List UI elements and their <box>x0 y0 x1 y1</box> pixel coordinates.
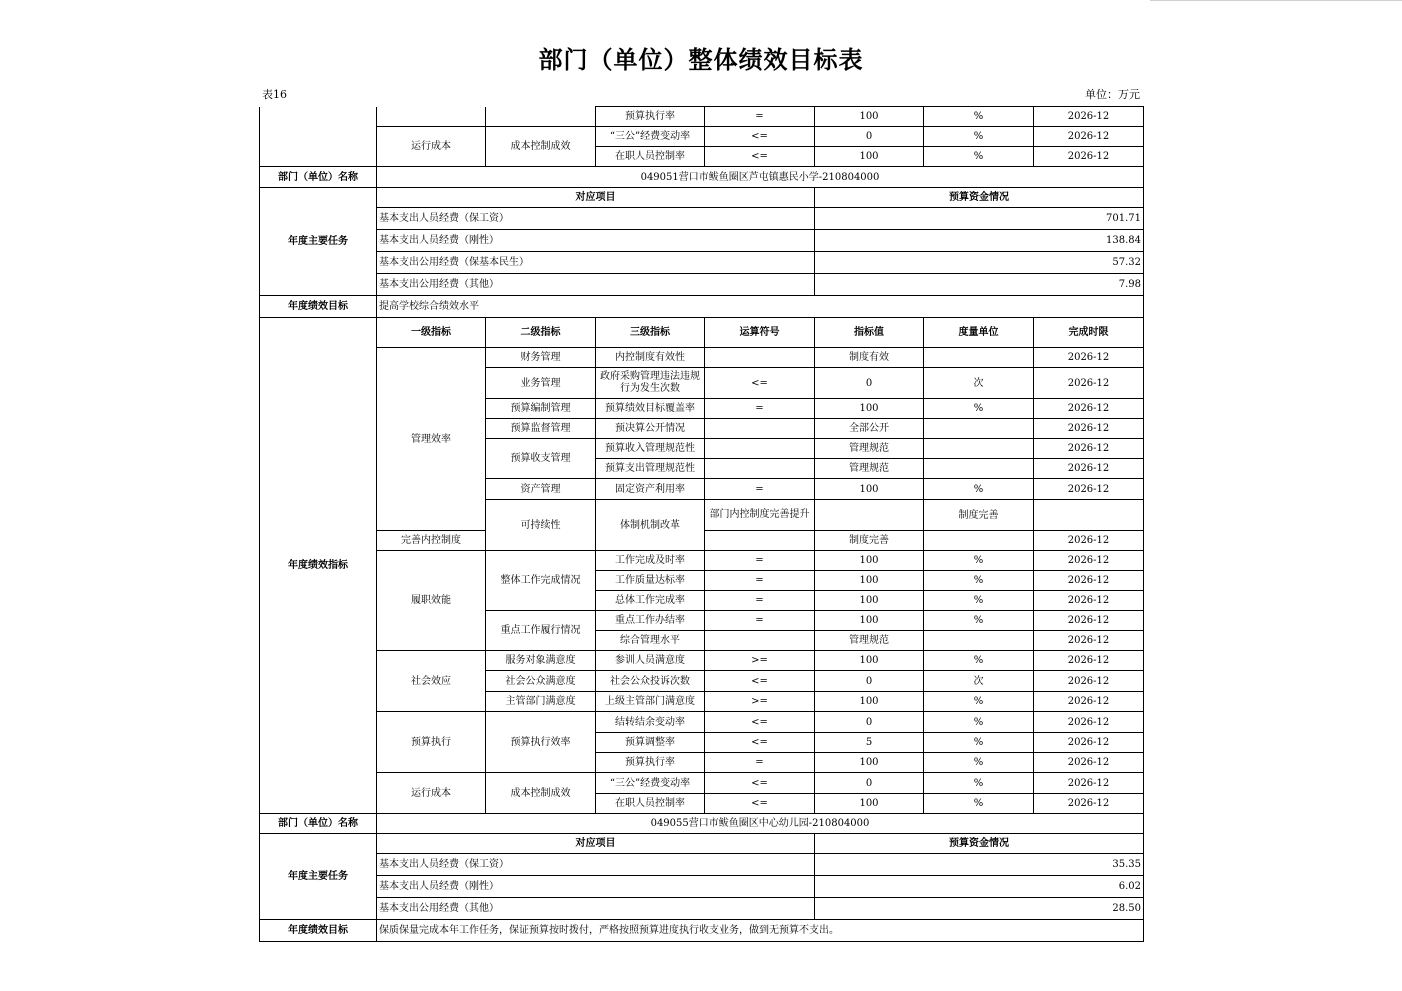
l2-cell: 预算执行效率 <box>486 712 596 773</box>
continued-cell <box>377 107 486 127</box>
unit-cell <box>924 531 1034 551</box>
table-row <box>260 230 1144 252</box>
value-cell: 0 <box>815 773 924 794</box>
amount-cell: 138.84 <box>815 230 1144 252</box>
project-cell: 基本支出人员经费（保工资） <box>377 854 815 876</box>
operator-cell: = <box>705 107 815 127</box>
value-cell: 100 <box>815 611 924 631</box>
deadline-cell: 2026-12 <box>1034 631 1144 651</box>
operator-cell: <= <box>705 368 815 399</box>
deadline-cell: 2026-12 <box>1034 459 1144 479</box>
header-l3: 三级指标 <box>596 318 705 348</box>
deadline-cell: 2026-12 <box>1034 591 1144 611</box>
budget-header: 预算资金情况 <box>815 188 1144 208</box>
operator-cell: <= <box>705 712 815 733</box>
deadline-cell: 2026-12 <box>1034 348 1144 368</box>
unit-cell: % <box>924 794 1034 814</box>
value-cell: 管理规范 <box>815 459 924 479</box>
project-cell: 基本支出人员经费（保工资） <box>377 208 815 230</box>
l3-cell: 预算支出管理规范性 <box>596 459 705 479</box>
table-row <box>260 854 1144 876</box>
l2-cell: 成本控制成效 <box>486 773 596 814</box>
dept-name-value: 049055营口市鲅鱼圈区中心幼儿园-210804000 <box>377 814 1144 834</box>
value-cell: 100 <box>815 571 924 591</box>
l3-cell: 内控制度有效性 <box>596 348 705 368</box>
value-cell: 管理规范 <box>815 631 924 651</box>
project-cell: 基本支出公用经费（保基本民生） <box>377 252 815 274</box>
unit-cell <box>924 439 1034 459</box>
l2-cell: 重点工作履行情况 <box>486 611 596 651</box>
table-row <box>260 834 1144 854</box>
deadline-cell: 2026-12 <box>1034 551 1144 571</box>
l1-cell: 管理效率 <box>377 348 486 531</box>
operator-cell: = <box>705 611 815 631</box>
value-cell: 100 <box>815 107 924 127</box>
l3-cell: 预算执行率 <box>596 753 705 773</box>
value-cell: 管理规范 <box>815 439 924 459</box>
annual-goal-label: 年度绩效目标 <box>260 296 377 318</box>
l2-cell: 资产管理 <box>486 479 596 500</box>
deadline-cell: 2026-12 <box>1034 439 1144 459</box>
project-cell: 基本支出公用经费（其他） <box>377 274 815 296</box>
project-cell: 基本支出公用经费（其他） <box>377 898 815 920</box>
l1-cell: 运行成本 <box>377 773 486 814</box>
operator-cell: <= <box>705 733 815 753</box>
unit-cell: 次 <box>924 671 1034 692</box>
l3-cell: 上级主管部门满意度 <box>596 692 705 712</box>
l3-cell: 工作质量达标率 <box>596 571 705 591</box>
page-edge-line <box>1150 0 1402 33</box>
value-cell: 0 <box>815 127 924 147</box>
value-cell: 全部公开 <box>815 419 924 439</box>
annual-indicators-label: 年度绩效指标 <box>260 318 377 814</box>
unit-cell: % <box>924 479 1034 500</box>
deadline-cell: 2026-12 <box>1034 147 1144 167</box>
table-row <box>260 167 1144 188</box>
l3-cell: 工作完成及时率 <box>596 551 705 571</box>
l3-cell: 在职人员控制率 <box>596 794 705 814</box>
unit-cell: % <box>924 571 1034 591</box>
l1-cell: 可持续性 <box>486 500 596 551</box>
l2-cell: 业务管理 <box>486 368 596 399</box>
table-row <box>260 773 1144 794</box>
l2-cell: 主管部门满意度 <box>486 692 596 712</box>
value-cell: 100 <box>815 147 924 167</box>
amount-cell: 701.71 <box>815 208 1144 230</box>
operator-cell: = <box>705 399 815 419</box>
unit-cell <box>924 631 1034 651</box>
header-operator: 运算符号 <box>705 318 815 348</box>
operator-cell <box>705 419 815 439</box>
value-cell: 0 <box>815 368 924 399</box>
unit-cell <box>924 348 1034 368</box>
unit-cell: % <box>924 733 1034 753</box>
unit-cell <box>924 459 1034 479</box>
performance-table <box>259 106 1144 942</box>
operator-cell: <= <box>705 794 815 814</box>
operator-cell: = <box>705 753 815 773</box>
deadline-cell: 2026-12 <box>1034 712 1144 733</box>
value-cell: 100 <box>815 692 924 712</box>
table-row <box>260 898 1144 920</box>
page-title: 部门（单位）整体绩效目标表 <box>538 46 864 74</box>
operator-cell <box>705 439 815 459</box>
operator-cell: <= <box>705 671 815 692</box>
table-row <box>260 252 1144 274</box>
deadline-cell: 2026-12 <box>1034 733 1144 753</box>
value-cell: 100 <box>815 551 924 571</box>
amount-cell: 28.50 <box>815 898 1144 920</box>
unit-cell: % <box>924 692 1034 712</box>
value-cell: 制度有效 <box>815 348 924 368</box>
operator-cell: >= <box>705 651 815 671</box>
operator-cell: = <box>705 479 815 500</box>
unit-cell: % <box>924 611 1034 631</box>
table-row <box>260 920 1144 942</box>
unit-cell <box>1034 500 1144 531</box>
annual-goal-value: 提高学校综合绩效水平 <box>377 296 1144 318</box>
value-cell: 0 <box>815 712 924 733</box>
annual-task-label: 年度主要任务 <box>260 834 377 920</box>
l3-cell: 部门内控制度完善提升 <box>705 500 815 531</box>
deadline-cell: 2026-12 <box>1034 571 1144 591</box>
value-cell: 制度完善 <box>815 531 924 551</box>
project-cell: 基本支出人员经费（刚性） <box>377 876 815 898</box>
deadline-cell: 2026-12 <box>1034 753 1144 773</box>
l3-cell: 政府采购管理违法违规行为发生次数 <box>596 368 705 399</box>
table-number: 表16 <box>262 88 287 101</box>
table-row <box>260 188 1144 208</box>
value-cell: 100 <box>815 753 924 773</box>
l3-cell: 预算调整率 <box>596 733 705 753</box>
dept-name-label: 部门（单位）名称 <box>260 814 377 834</box>
unit-cell: % <box>924 651 1034 671</box>
value-cell: 100 <box>815 651 924 671</box>
unit-cell: % <box>924 753 1034 773</box>
table-row <box>260 651 1144 671</box>
l2-cell: 社会公众满意度 <box>486 671 596 692</box>
amount-cell: 6.02 <box>815 876 1144 898</box>
l2-cell: 预算收支管理 <box>486 439 596 479</box>
unit-cell: % <box>924 107 1034 127</box>
unit-cell: % <box>924 712 1034 733</box>
deadline-cell: 2026-12 <box>1034 692 1144 712</box>
table-row <box>260 318 1144 348</box>
operator-cell: <= <box>705 773 815 794</box>
deadline-cell: 2026-12 <box>1034 107 1144 127</box>
value-cell: 制度完善 <box>924 500 1034 531</box>
amount-cell: 57.32 <box>815 252 1144 274</box>
annual-task-label: 年度主要任务 <box>260 188 377 296</box>
deadline-cell: 2026-12 <box>1034 479 1144 500</box>
l2-cell: 体制机制改革 <box>596 500 705 551</box>
table-row <box>260 814 1144 834</box>
operator-cell: = <box>705 551 815 571</box>
annual-goal-label: 年度绩效目标 <box>260 920 377 942</box>
operator-cell <box>705 348 815 368</box>
table-row <box>260 107 1144 127</box>
l1-cell: 履职效能 <box>377 551 486 651</box>
unit-cell: % <box>924 399 1034 419</box>
l2-cell: 预算监督管理 <box>486 419 596 439</box>
value-cell: 100 <box>815 479 924 500</box>
unit-cell: % <box>924 147 1034 167</box>
table-row <box>260 296 1144 318</box>
l2-cell: 服务对象满意度 <box>486 651 596 671</box>
value-cell: 0 <box>815 671 924 692</box>
deadline-cell: 2026-12 <box>1034 368 1144 399</box>
table-row <box>260 348 1144 368</box>
project-header: 对应项目 <box>377 188 815 208</box>
operator-cell <box>705 531 815 551</box>
l3-cell: 预决算公开情况 <box>596 419 705 439</box>
operator-cell <box>705 631 815 651</box>
table-row <box>260 274 1144 296</box>
l3-cell: 参训人员满意度 <box>596 651 705 671</box>
l3-cell: 总体工作完成率 <box>596 591 705 611</box>
continued-cell <box>486 107 596 127</box>
project-header: 对应项目 <box>377 834 815 854</box>
table-row <box>260 712 1144 733</box>
unit-cell <box>924 419 1034 439</box>
dept-name-value: 049051营口市鲅鱼圈区芦屯镇惠民小学-210804000 <box>377 167 1144 188</box>
l3-cell: 社会公众投诉次数 <box>596 671 705 692</box>
deadline-cell: 2026-12 <box>1034 611 1144 631</box>
table-row <box>260 876 1144 898</box>
unit-label: 单位：万元 <box>1085 88 1140 101</box>
l3-cell: 结转结余变动率 <box>596 712 705 733</box>
l3-cell: 完善内控制度 <box>377 531 486 551</box>
table-row <box>260 551 1144 571</box>
operator-cell <box>705 459 815 479</box>
value-cell: 5 <box>815 733 924 753</box>
continued-cell <box>260 107 377 167</box>
l3-cell: “三公”经费变动率 <box>596 127 705 147</box>
value-cell: 100 <box>815 591 924 611</box>
l3-cell: “三公”经费变动率 <box>596 773 705 794</box>
header-l2: 二级指标 <box>486 318 596 348</box>
unit-cell: 次 <box>924 368 1034 399</box>
table-row <box>260 127 1144 147</box>
l3-cell: 预算执行率 <box>596 107 705 127</box>
value-cell: 100 <box>815 794 924 814</box>
operator-cell: <= <box>705 127 815 147</box>
deadline-cell: 2026-12 <box>1034 531 1144 551</box>
l3-cell: 综合管理水平 <box>596 631 705 651</box>
deadline-cell: 2026-12 <box>1034 127 1144 147</box>
l2-cell: 成本控制成效 <box>486 127 596 167</box>
operator-cell: <= <box>705 147 815 167</box>
l2-cell: 财务管理 <box>486 348 596 368</box>
l1-cell: 预算执行 <box>377 712 486 773</box>
table-row <box>260 208 1144 230</box>
dept-name-label: 部门（单位）名称 <box>260 167 377 188</box>
amount-cell: 7.98 <box>815 274 1144 296</box>
operator-cell <box>815 500 924 531</box>
deadline-cell: 2026-12 <box>1034 419 1144 439</box>
l3-cell: 在职人员控制率 <box>596 147 705 167</box>
header-unit: 度量单位 <box>924 318 1034 348</box>
operator-cell: >= <box>705 692 815 712</box>
project-cell: 基本支出人员经费（刚性） <box>377 230 815 252</box>
annual-goal-value: 保质保量完成本年工作任务，保证预算按时拨付，严格按照预算进度执行收支业务，做到无预算不支出。 <box>377 920 1144 942</box>
l3-cell: 固定资产利用率 <box>596 479 705 500</box>
budget-header: 预算资金情况 <box>815 834 1144 854</box>
operator-cell: = <box>705 591 815 611</box>
unit-cell: % <box>924 591 1034 611</box>
l1-cell: 运行成本 <box>377 127 486 167</box>
value-cell: 100 <box>815 399 924 419</box>
header-value: 指标值 <box>815 318 924 348</box>
l1-cell: 社会效应 <box>377 651 486 712</box>
deadline-cell: 2026-12 <box>1034 671 1144 692</box>
l2-cell: 预算编制管理 <box>486 399 596 419</box>
header-l1: 一级指标 <box>377 318 486 348</box>
unit-cell: % <box>924 551 1034 571</box>
amount-cell: 35.35 <box>815 854 1144 876</box>
deadline-cell: 2026-12 <box>1034 773 1144 794</box>
l3-cell: 重点工作办结率 <box>596 611 705 631</box>
deadline-cell: 2026-12 <box>1034 399 1144 419</box>
l2-cell: 整体工作完成情况 <box>486 551 596 611</box>
l3-cell: 预算收入管理规范性 <box>596 439 705 459</box>
operator-cell: = <box>705 571 815 591</box>
header-deadline: 完成时限 <box>1034 318 1144 348</box>
l3-cell: 预算绩效目标覆盖率 <box>596 399 705 419</box>
unit-cell: % <box>924 127 1034 147</box>
deadline-cell: 2026-12 <box>1034 651 1144 671</box>
deadline-cell: 2026-12 <box>1034 794 1144 814</box>
unit-cell: % <box>924 773 1034 794</box>
